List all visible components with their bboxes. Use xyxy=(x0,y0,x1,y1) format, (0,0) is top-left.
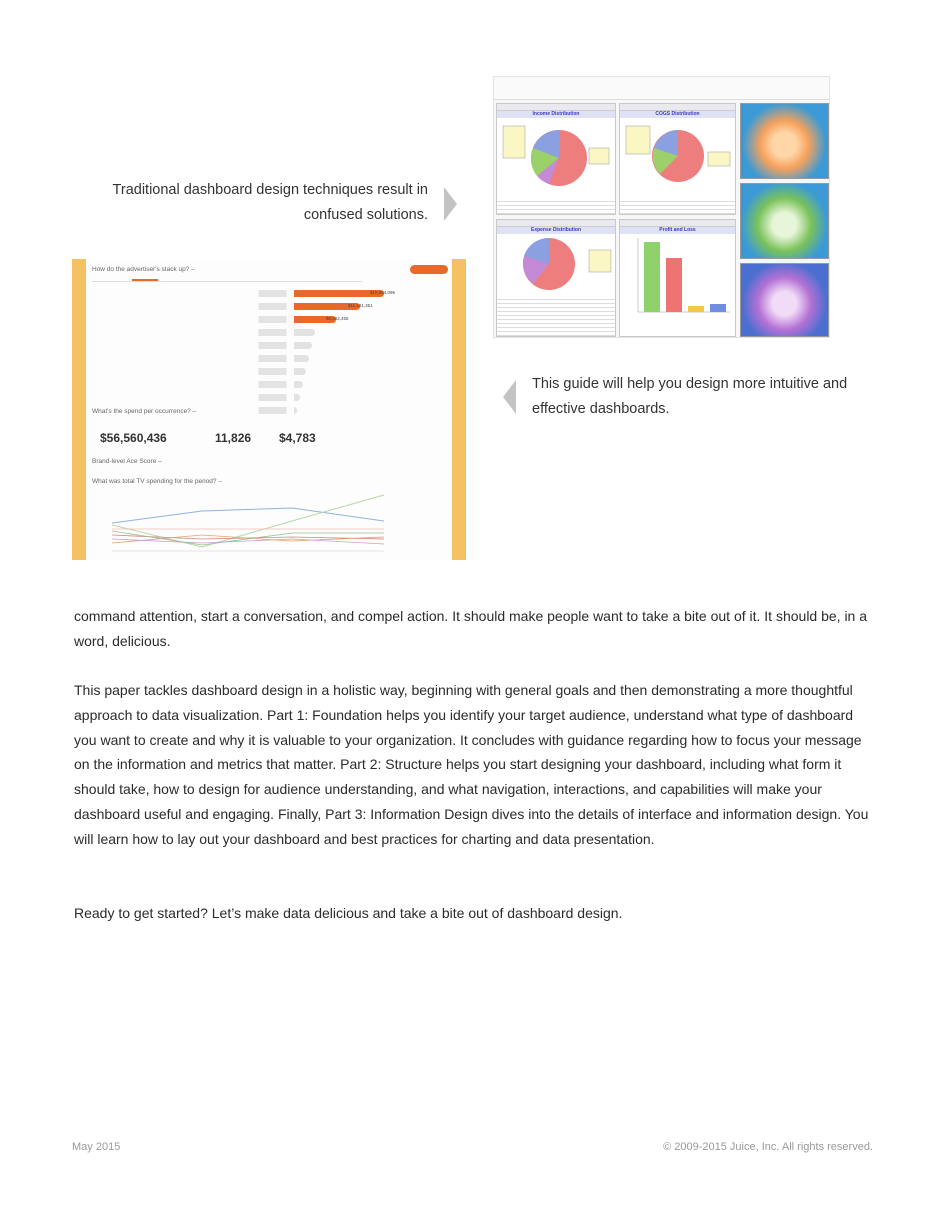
bar-label xyxy=(220,368,290,375)
income-distribution-panel xyxy=(496,103,616,215)
dashboard-filter-bar xyxy=(494,77,829,100)
bar-value: $15,694,096 xyxy=(370,290,396,295)
caption-traditional: Traditional dashboard design techniques result in confused solutions. xyxy=(112,182,428,223)
gauge-icon xyxy=(740,263,829,337)
kpi-occurrences: 11,826 xyxy=(215,431,252,445)
arrow-left-icon xyxy=(503,380,516,414)
bar-label xyxy=(220,394,290,401)
cogs-distribution-panel xyxy=(619,103,736,215)
bar-label xyxy=(220,407,290,414)
bar-chart-icon xyxy=(620,234,735,334)
panel-title: Expense Distribution xyxy=(497,227,615,234)
panel-title: Profit and Loss xyxy=(620,227,735,234)
kpi-spend: $56,560,436 xyxy=(100,431,167,445)
bar-value: $6,462,455 xyxy=(326,316,349,321)
body-paragraph: Ready to get started? Let’s make data delicious and take a bite out of dashboard design. xyxy=(74,905,623,921)
bar-label xyxy=(220,355,290,362)
dashboard-question: What's the spend per occurrence? – xyxy=(92,408,197,415)
pie-chart-icon xyxy=(497,234,615,296)
bar-label xyxy=(220,329,290,336)
bar-value: $11,181,351 xyxy=(348,303,373,308)
bar xyxy=(294,342,312,349)
arrow-right-icon xyxy=(444,187,457,221)
bar xyxy=(294,394,300,401)
pie-chart-icon xyxy=(620,118,735,198)
kpi-spend-per-occurrence: $4,783 xyxy=(279,431,316,445)
filter-pill xyxy=(410,265,448,274)
dashboard-question: What was total TV spending for the period? – xyxy=(92,478,222,485)
bar xyxy=(294,381,303,388)
expense-distribution-panel xyxy=(496,219,616,337)
bar-label xyxy=(220,381,290,388)
bar-label xyxy=(220,342,290,349)
panel-title: Income Distribution xyxy=(497,111,615,118)
footer-date: May 2015 xyxy=(72,1141,121,1153)
bar xyxy=(294,407,297,414)
dashboard-question: How do the advertiser's stack up? – xyxy=(92,266,195,273)
body-paragraph: This paper tackles dashboard design in a holistic way, beginning with general goals and then demonstrating a more thoughtful approach to data visualization. Part 1: Foundation helps you identify your target audience, understand what type of dashboard you want to create and why it is valuable to your organization. It concludes with guidance regarding how to focus your message on the information and metrics that matter. Part 2: Structure helps you start designing your dashboard, including what form it should take, how to design for audience understanding, and what navigation, interactions, and capabilities will make your dashboard useful and engaging. Finally, Part 3: Information Design dives into the details of interface and information design. You will learn how to lay out your dashboard and best practices for charting and data presentation. xyxy=(74,682,869,847)
bar xyxy=(294,368,306,375)
bar-label xyxy=(220,290,290,297)
bar xyxy=(294,329,315,336)
traditional-dashboard-image xyxy=(493,76,830,338)
pie-chart-icon xyxy=(497,118,615,198)
bar-label xyxy=(220,303,290,310)
tv-spending-line-chart xyxy=(92,489,392,557)
gauge-icon xyxy=(740,103,829,179)
modern-dashboard-image xyxy=(72,259,466,560)
profit-and-loss-panel xyxy=(619,219,736,337)
bar xyxy=(294,355,309,362)
panel-title: COGS Distribution xyxy=(620,111,735,118)
body-paragraph: command attention, start a conversation, and compel action. It should make people want to take a bite out of it. It should be, in a word, delicious. xyxy=(74,608,868,649)
bar-label xyxy=(220,316,290,323)
dashboard-question: Brand-level Ace Score – xyxy=(92,458,162,465)
footer-copyright: © 2009-2015 Juice, Inc. All rights reserved. xyxy=(663,1141,873,1153)
caption-guide: This guide will help you design more intuitive and effective dashboards. xyxy=(532,376,848,417)
gauge-icon xyxy=(740,183,829,259)
